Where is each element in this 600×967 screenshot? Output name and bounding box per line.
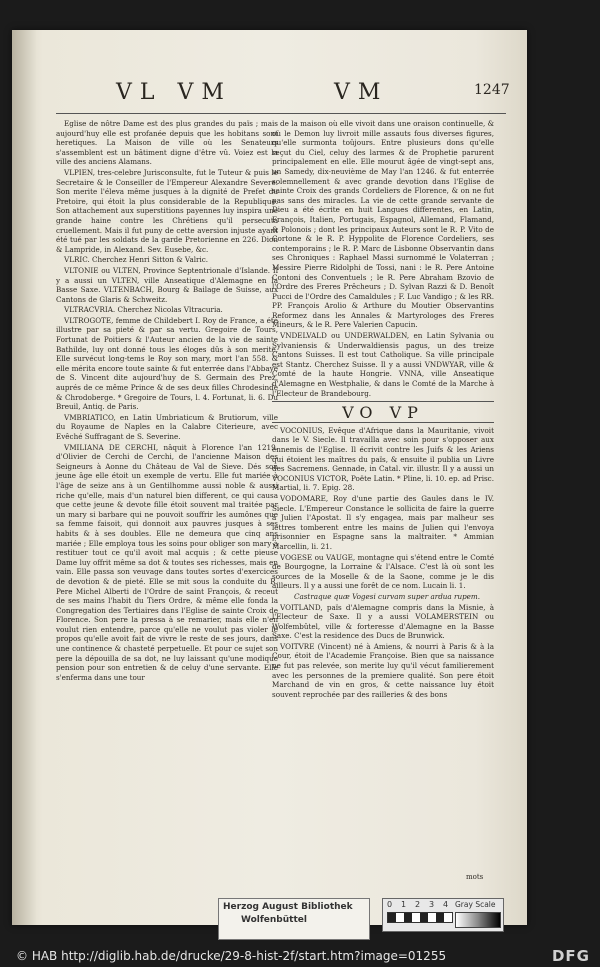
verse-quote: Castraque quæ Vogesi curvam super ardua rupem. bbox=[293, 591, 481, 601]
color-scale-card bbox=[382, 898, 504, 932]
right-column bbox=[272, 119, 494, 700]
library-city: Wolfenbüttel bbox=[241, 915, 307, 925]
viewer-footer bbox=[0, 945, 600, 967]
scale-number: 0 bbox=[387, 900, 393, 909]
paragraph: VLTRACVRIA. Cherchez Nicolas Vltracuria. bbox=[64, 305, 223, 315]
paragraph: VMILIANA DE CERCHI, nâquit à Florence l'an 1219. d'Olivier de Cerchi de Cerchi, de l'ancienne Maison des Seigneurs à Aonne du Château de Val de Sieve. Dés son jeune âge elle étoit un exemple de vertu. Elle fut mariée à l'âge de seize ans à un Gentilhomme aussi noble & aussi riche qu'elle, mais d'un naturel bien different, ce qui causa que cette jeune & devote fille étoit souvent mal traitée par un mary si barbare qui ne pouvoit souffrir les aumônes que sa femme faisoit, qui donnoit aux pauvres jusques à ses habits & à ses doubles. Elle ne demeura que cinq ans mariée ; Elle employa tous les soins pour obliger son mary à restituer tout ce qu'il avoit mal acquis ; & cette pieuse Dame luy offrit même sa dot & toutes ses richesses, mais en vain. Elle passa son veuvage dans toutes sortes d'exercices de devotion & de pieté. Elle se mit sous la conduite du R. Pere Michel Alberti de l'Ordre de saint François, & receut de ses mains l'habit du Tiers Ordre, & même elle fonda la Congregation des Tertiaires dans l'Eglise de sainte Croix de Florence. Son pere la pressa à se remarier, mais elle n'en voulut rien entendre, parce qu'elle ne voulut pas violer le propos qu'elle avoit fait de vivre le reste de ses jours, dans une continence & chasteté perpetuelle. Et pour ce sujet son pere la dépouilla de sa dot, ne luy laissant qu'une modique pension pour son entretien & de celuy d'une servante. Elle s'enferma dans une tour bbox=[56, 442, 278, 682]
paragraph: VOITLAND, païs d'Alemagne compris dans la Misnie, à l'Electeur de Saxe. Il y a aussi VOLAMERSTEIN ou Wolfembûtel, ville & forteresse d'Alemagne en la Basse Saxe. C'est la residence des Ducs de Brunwick. bbox=[272, 602, 494, 641]
paragraph: VOCONIUS, Evêque d'Afrique dans la Mauritanie, vivoit dans le V. Siecle. Il travailla avec soin pour s'opposer aux ennemis de l'Eglise. Il écrivit contre les Juifs & les Ariens qui étoient les maîtres du païs, & ensuite il publia un Livre des Sacremens. Gennade, in Catal. vir. illustr. Il y a aussi un VOCONIUS VICTOR, Poëte Latin. * Pline, li. 10. ep. ad Prisc. Martial, li. 7. Epig. 28. bbox=[272, 425, 494, 493]
paragraph: de la maison où elle vivoit dans une oraison continuelle, & où le Demon luy livroit mille assauts fous diverses figures, qu'elle surmonta toûjours. Entre plusieurs dons qu'elle reçut du Ciel, celuy des larmes & de Prophetie parurent principalement en elle. Elle mourut âgée de vingt-sept ans, un Samedy, dix-neuvième de May l'an 1246. & fut enterrée solemnellement & avec grande devotion dans l'Eglise de sainte Croix des grands Cordeliers de Florence, & on ne fut pas sans des miracles. La vie de cette grande servante de Dieu a été écrite en huit Langues differentes, en Latin, François, Italien, Portugais, Espagnol, Allemand, Flamand, & Polonois ; dont les principaux Auteurs sont le R. P. Vito de Cortone & le R. P. Hyppolite de Florence Cordeliers, ses contemporains ; le R. P. Marc de Lisbonne Observantin dans ses Chroniques : Raphael Massi surnommé le Volaterran ; Messire Pierre Ridolphi de Tossi, nani : le R. Pere Antoine Contoni des Conventuels ; le R. Pere Abraham Bzovio de l'Ordre des Freres Prêcheurs ; D. Sylvan Razzi & D. Benoît Pucci de l'Ordre des Camaldules ; F. Luc Vandigo ; & les RR. PP. François Arolio & Arthure du Moutier Observantins Reformez dans les Annales & Martyrologes des Freres Mineurs, & le R. Pere Valerien Capucin. bbox=[272, 119, 494, 330]
left-column bbox=[56, 119, 278, 683]
library-name: Herzog August Bibliothek bbox=[223, 902, 353, 912]
paragraph: VLPIEN, tres-celebre Jurisconsulte, fut le Tuteur & puis le Secretaire & le Conseiller de l'Empereur Alexandre Severe. Son merite l'éleva même jusques à la dignité de Prefet du Pretoire, qui étoit la plus considerable de la Republique. Son attachement aux superstitions payennes luy inspira une grande haine contre les Chrétiens qu'il persecuta cruellement. Mais il fut puny de cette aversion injuste ayant été tué par les soldats de la garde Pretorienne en 226. Dion & Lampride, in Alexand. Sev. Eusebe, &c. bbox=[56, 167, 278, 254]
ruler-bar bbox=[387, 912, 453, 923]
paragraph: VLTROGOTE, femme de Childebert I. Roy de France, a été illustre par sa pieté & par sa vertu. Gregoire de Tours, Fortunat de Poitiers & l'Auteur ancien de la vie de sainte Bathilde, luy ont donné tous les éloges dûs à son merite. Elle survécut long-tems le Roy son mary, mort l'an 558. & elle mérita encore toute sainte & fut enterrée dans l'Abbaye de S. Vincent dite aujourd'huy de S. Germain des Prez, auprés de ce même Prince & de ses deux filles Chrodesinde & Chrodoberge. * Gregoire de Tours, l. 4. Fortunat, li. 6. Du Breuil, Antiq. de Paris. bbox=[56, 315, 278, 412]
book-page bbox=[12, 30, 527, 925]
paragraph: VLTONIE ou VLTEN, Province Septentrionale d'Islande. Il y a aussi un VLTEN, ville Anseatique d'Alemagne en la Basse Saxe. VLTENBACH, Bourg & Bailage de Suisse, aux Cantons de Glaris & Schweitz. bbox=[56, 265, 278, 304]
page-number: 1247 bbox=[474, 82, 510, 98]
catchword: mots bbox=[466, 873, 484, 881]
scale-numbers bbox=[387, 900, 457, 909]
section-rule bbox=[272, 401, 494, 402]
paragraph: Eglise de nôtre Dame est des plus grandes du païs ; mais aujourd'huy elle est profanée depuis que les hobitans sont heretiques. La Maison de ville où les Senateurs s'assemblent est un bâtiment digne d'être vû. Voiez est la ville des anciens Alamans. bbox=[56, 119, 278, 167]
paragraph: VMBRIATICO, en Latin Umbriaticum & Brutiorum, ville du Royaume de Naples en la Calabre Citerieure, avec Evêché Suffragant de S. Severine. bbox=[56, 412, 278, 441]
header-rule bbox=[56, 113, 506, 114]
running-head-left: VL VM bbox=[116, 80, 232, 105]
scale-number: 4 bbox=[443, 900, 449, 909]
paragraph: VLRIC. Cherchez Henri Sitton & Valric. bbox=[64, 255, 209, 265]
page-gutter bbox=[12, 30, 36, 925]
paragraph: VNDELVALD ou UNDERWALDEN, en Latin Sylvania ou Sylvaniensis & Underwaldiensis pagus, un des treize Cantons Suisses. Il est tout Catholique. Sa ville principale est Stantz. Cherchez Suisse. Il y a aussi VNDWYAR, ville & Comté de la haute Hongrie. VNNA, ville Anseatique d'Alemagne en Westphalie, & dans le Comté de la Marche à l'Electeur de Brandebourg. bbox=[272, 331, 494, 398]
paragraph: VOGESE ou VAUGE, montagne qui s'étend entre le Comté de Bourgogne, la Lorraine & l'Alsace. C'est là où sont les sources de la Moselle & de la Saone, comme je le dis ailleurs. Il y a aussi une forêt de ce nom. Lucain li. 1. bbox=[272, 552, 494, 591]
section-heading: VO VP bbox=[342, 403, 424, 423]
running-head-right: VM bbox=[334, 80, 389, 105]
paragraph: VODOMARE, Roy d'une partie des Gaules dans le IV. Siecle. L'Empereur Constance le sollicita de faire la guerre à Julien l'Apostat. Il s'y engagea, mais par malheur ses lettres tomberent entre les mains de Julien qui l'envoya prisonnier en Espagne sans la maltraiter. * Ammian Marcellin, li. 21. bbox=[272, 493, 494, 551]
scale-number: 2 bbox=[415, 900, 421, 909]
source-link[interactable]: © HAB http://diglib.hab.de/drucke/29-8-hist-2f/start.htm?image=01255 bbox=[16, 949, 447, 963]
scale-number: 1 bbox=[401, 900, 407, 909]
library-label bbox=[218, 898, 370, 940]
scale-number: 3 bbox=[429, 900, 435, 909]
paragraph: VOITVRE (Vincent) né à Amiens, & nourri à Paris & à la Cour, étoit de l'Academie Françoise. Bien que sa naissance ne fut pas relevée, son merite luy qu'il vécut familierement avec les personnes de la premiere qualité. Son pere étoit Marchand de vin en gros, & cette naissance luy étoit souvent reprochée par des railleries & des bons bbox=[272, 641, 494, 699]
dfg-logo: DFG bbox=[551, 947, 590, 965]
gray-scale-label: Gray Scale bbox=[455, 900, 496, 909]
gray-scale-bar bbox=[455, 912, 501, 928]
